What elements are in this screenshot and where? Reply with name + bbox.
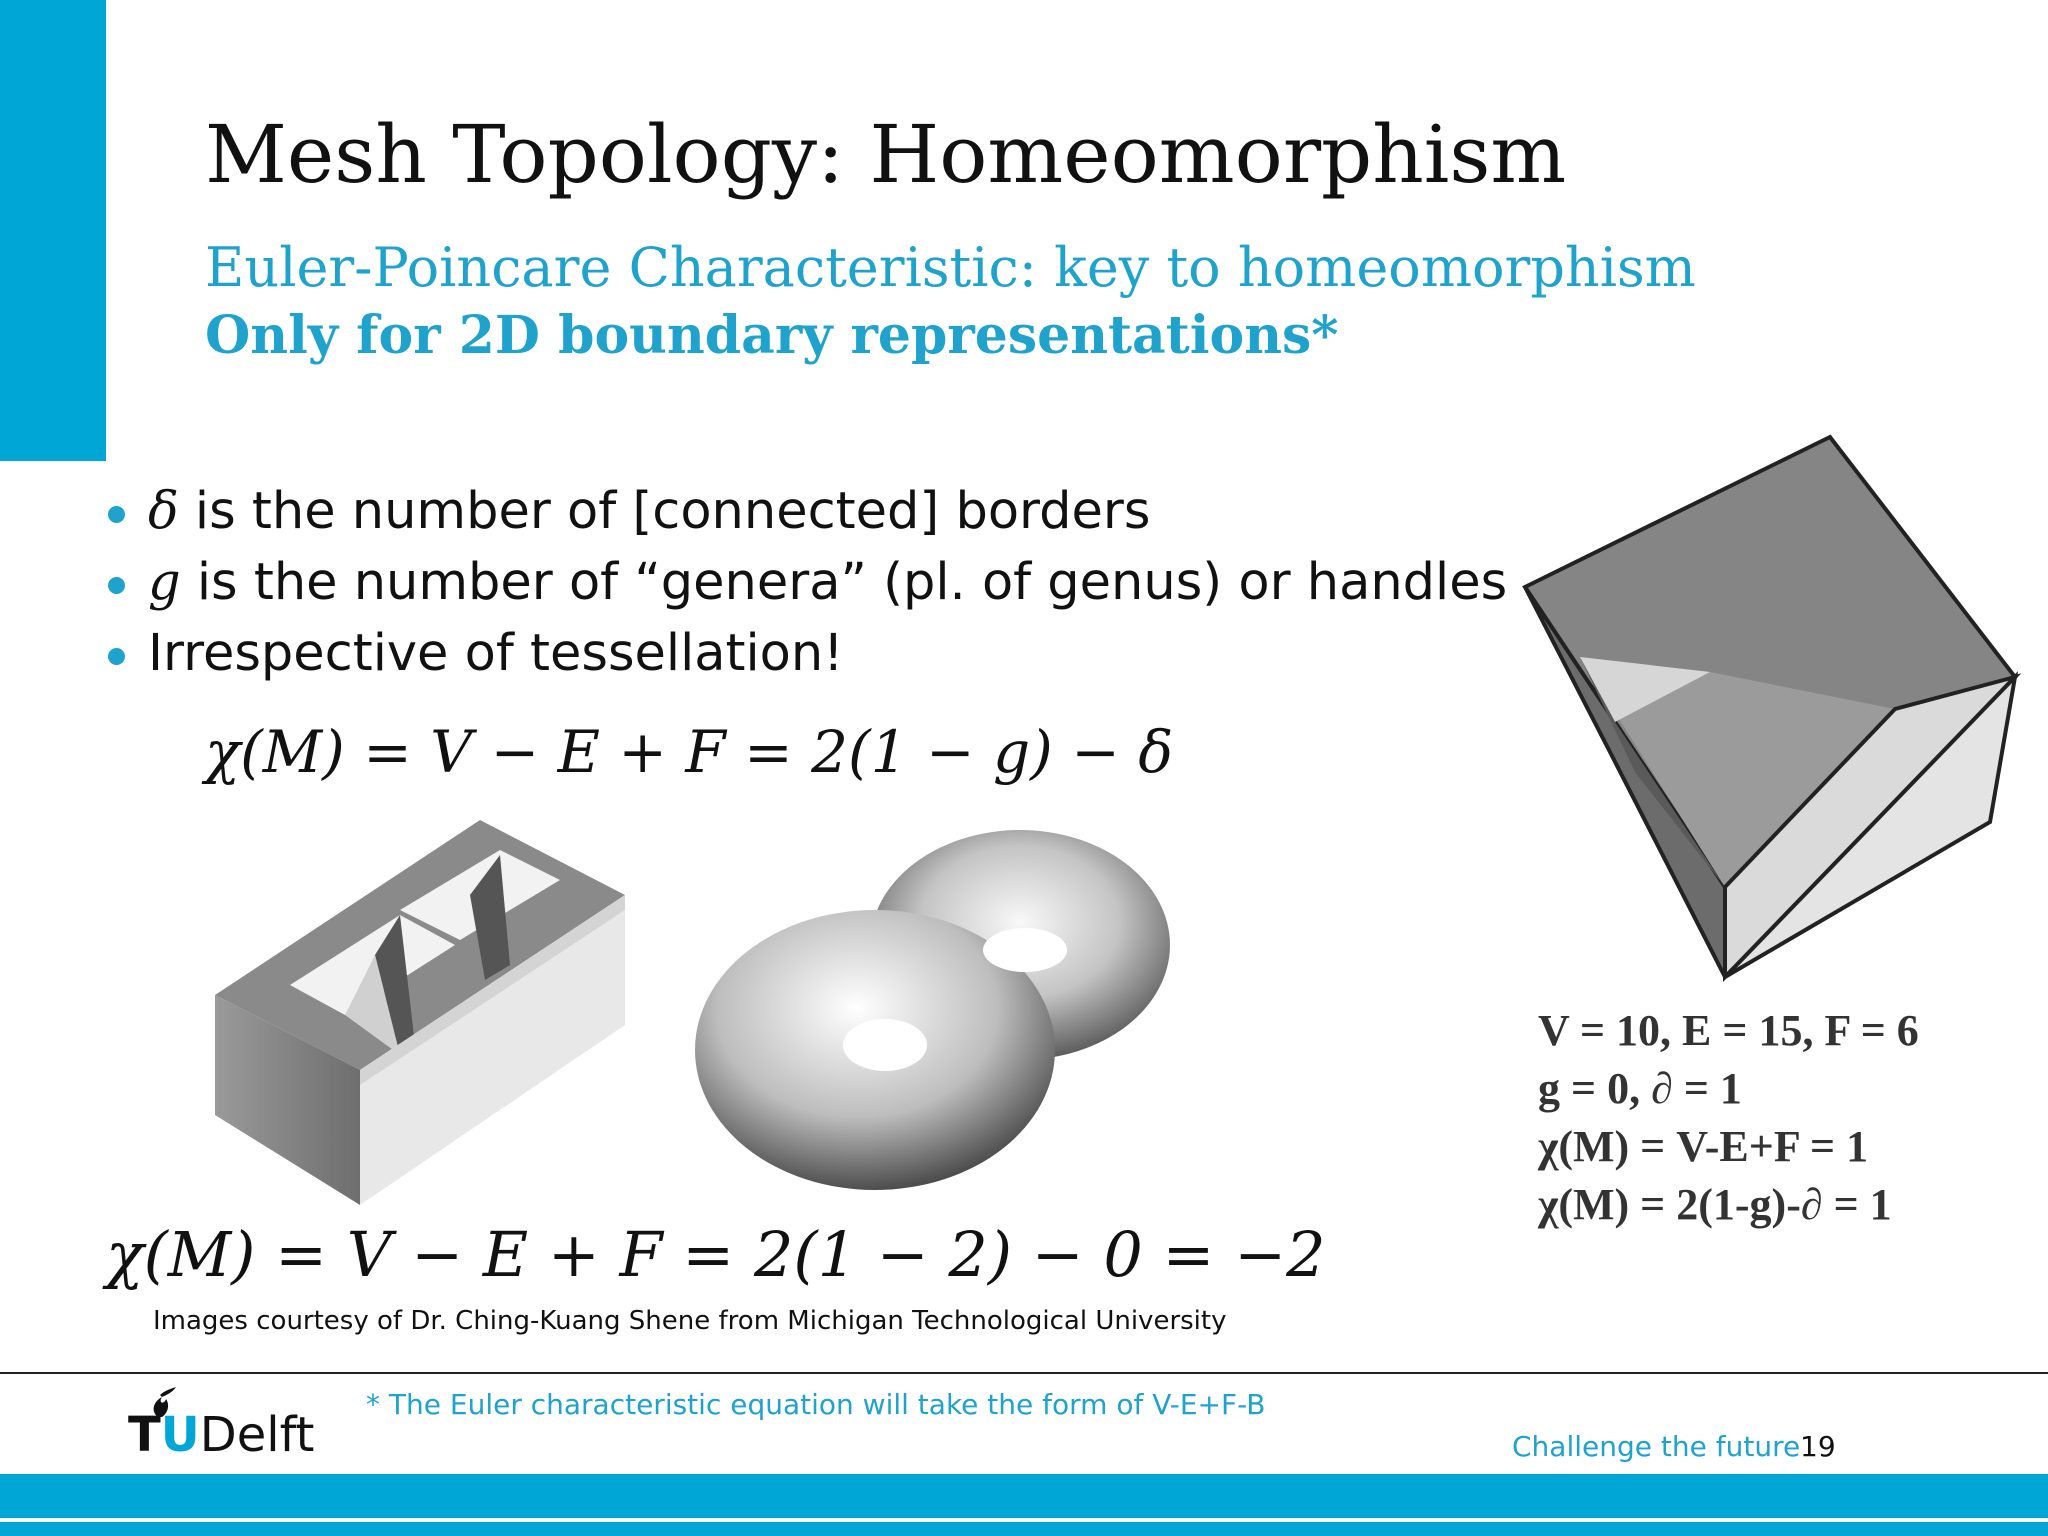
bullet-item [104,547,1507,618]
bottom-bar-thin [0,1522,2048,1536]
slide-title: Mesh Topology: Homeomorphism [205,108,1567,201]
footer-divider [0,1372,2048,1374]
logo-wordmark: TUDelft [128,1407,315,1463]
bullet-dot-icon [108,577,125,594]
footnote: * The Euler characteristic equation will take the form of V-E+F-B [366,1388,1266,1421]
cut-cube-image [1520,432,2040,992]
bullet-text: is the number of [connected] borders [178,482,1151,541]
cube-caption-line: g = 0, ∂ = 1 [1538,1064,1742,1113]
accent-bar [0,0,106,461]
bottom-bar [0,1474,2048,1518]
cube-caption [1538,1002,1919,1234]
bullet-text: is the number of “genera” (pl. of genus) or handles [180,553,1508,612]
formula-general: χ(M) = V − E + F = 2(1 − g) − δ [205,718,1174,786]
page-number: 19 [1800,1430,1836,1463]
bullet-text: Irrespective of tessellation! [148,624,844,683]
bullet-list [104,476,1507,689]
slide-subtitle: Euler-Poincare Characteristic: key to homeomorphism [205,236,1696,299]
cube-caption-line: χ(M) = V-E+F = 1 [1538,1122,1869,1171]
tagline: Challenge the future [1512,1430,1801,1463]
bullet-dot-icon [108,506,125,523]
tudelft-logo [128,1385,333,1465]
bullet-dot-icon [108,648,125,665]
bullet-item [104,618,1507,689]
bullet-item [104,476,1507,547]
hollow-block-image [210,815,630,1215]
double-torus-image [690,815,1210,1195]
formula-example: χ(M) = V − E + F = 2(1 − 2) − 0 = −2 [106,1218,1326,1291]
slide-subtitle-bold: Only for 2D boundary representations* [205,305,1339,366]
bullet-symbol: δ [148,482,179,541]
cube-caption-line: V = 10, E = 15, F = 6 [1538,1006,1919,1055]
image-credit: Images courtesy of Dr. Ching-Kuang Shene from Michigan Technological University [153,1306,1227,1336]
bullet-symbol: g [148,553,181,612]
cube-caption-line: χ(M) = 2(1-g)-∂ = 1 [1538,1180,1892,1229]
